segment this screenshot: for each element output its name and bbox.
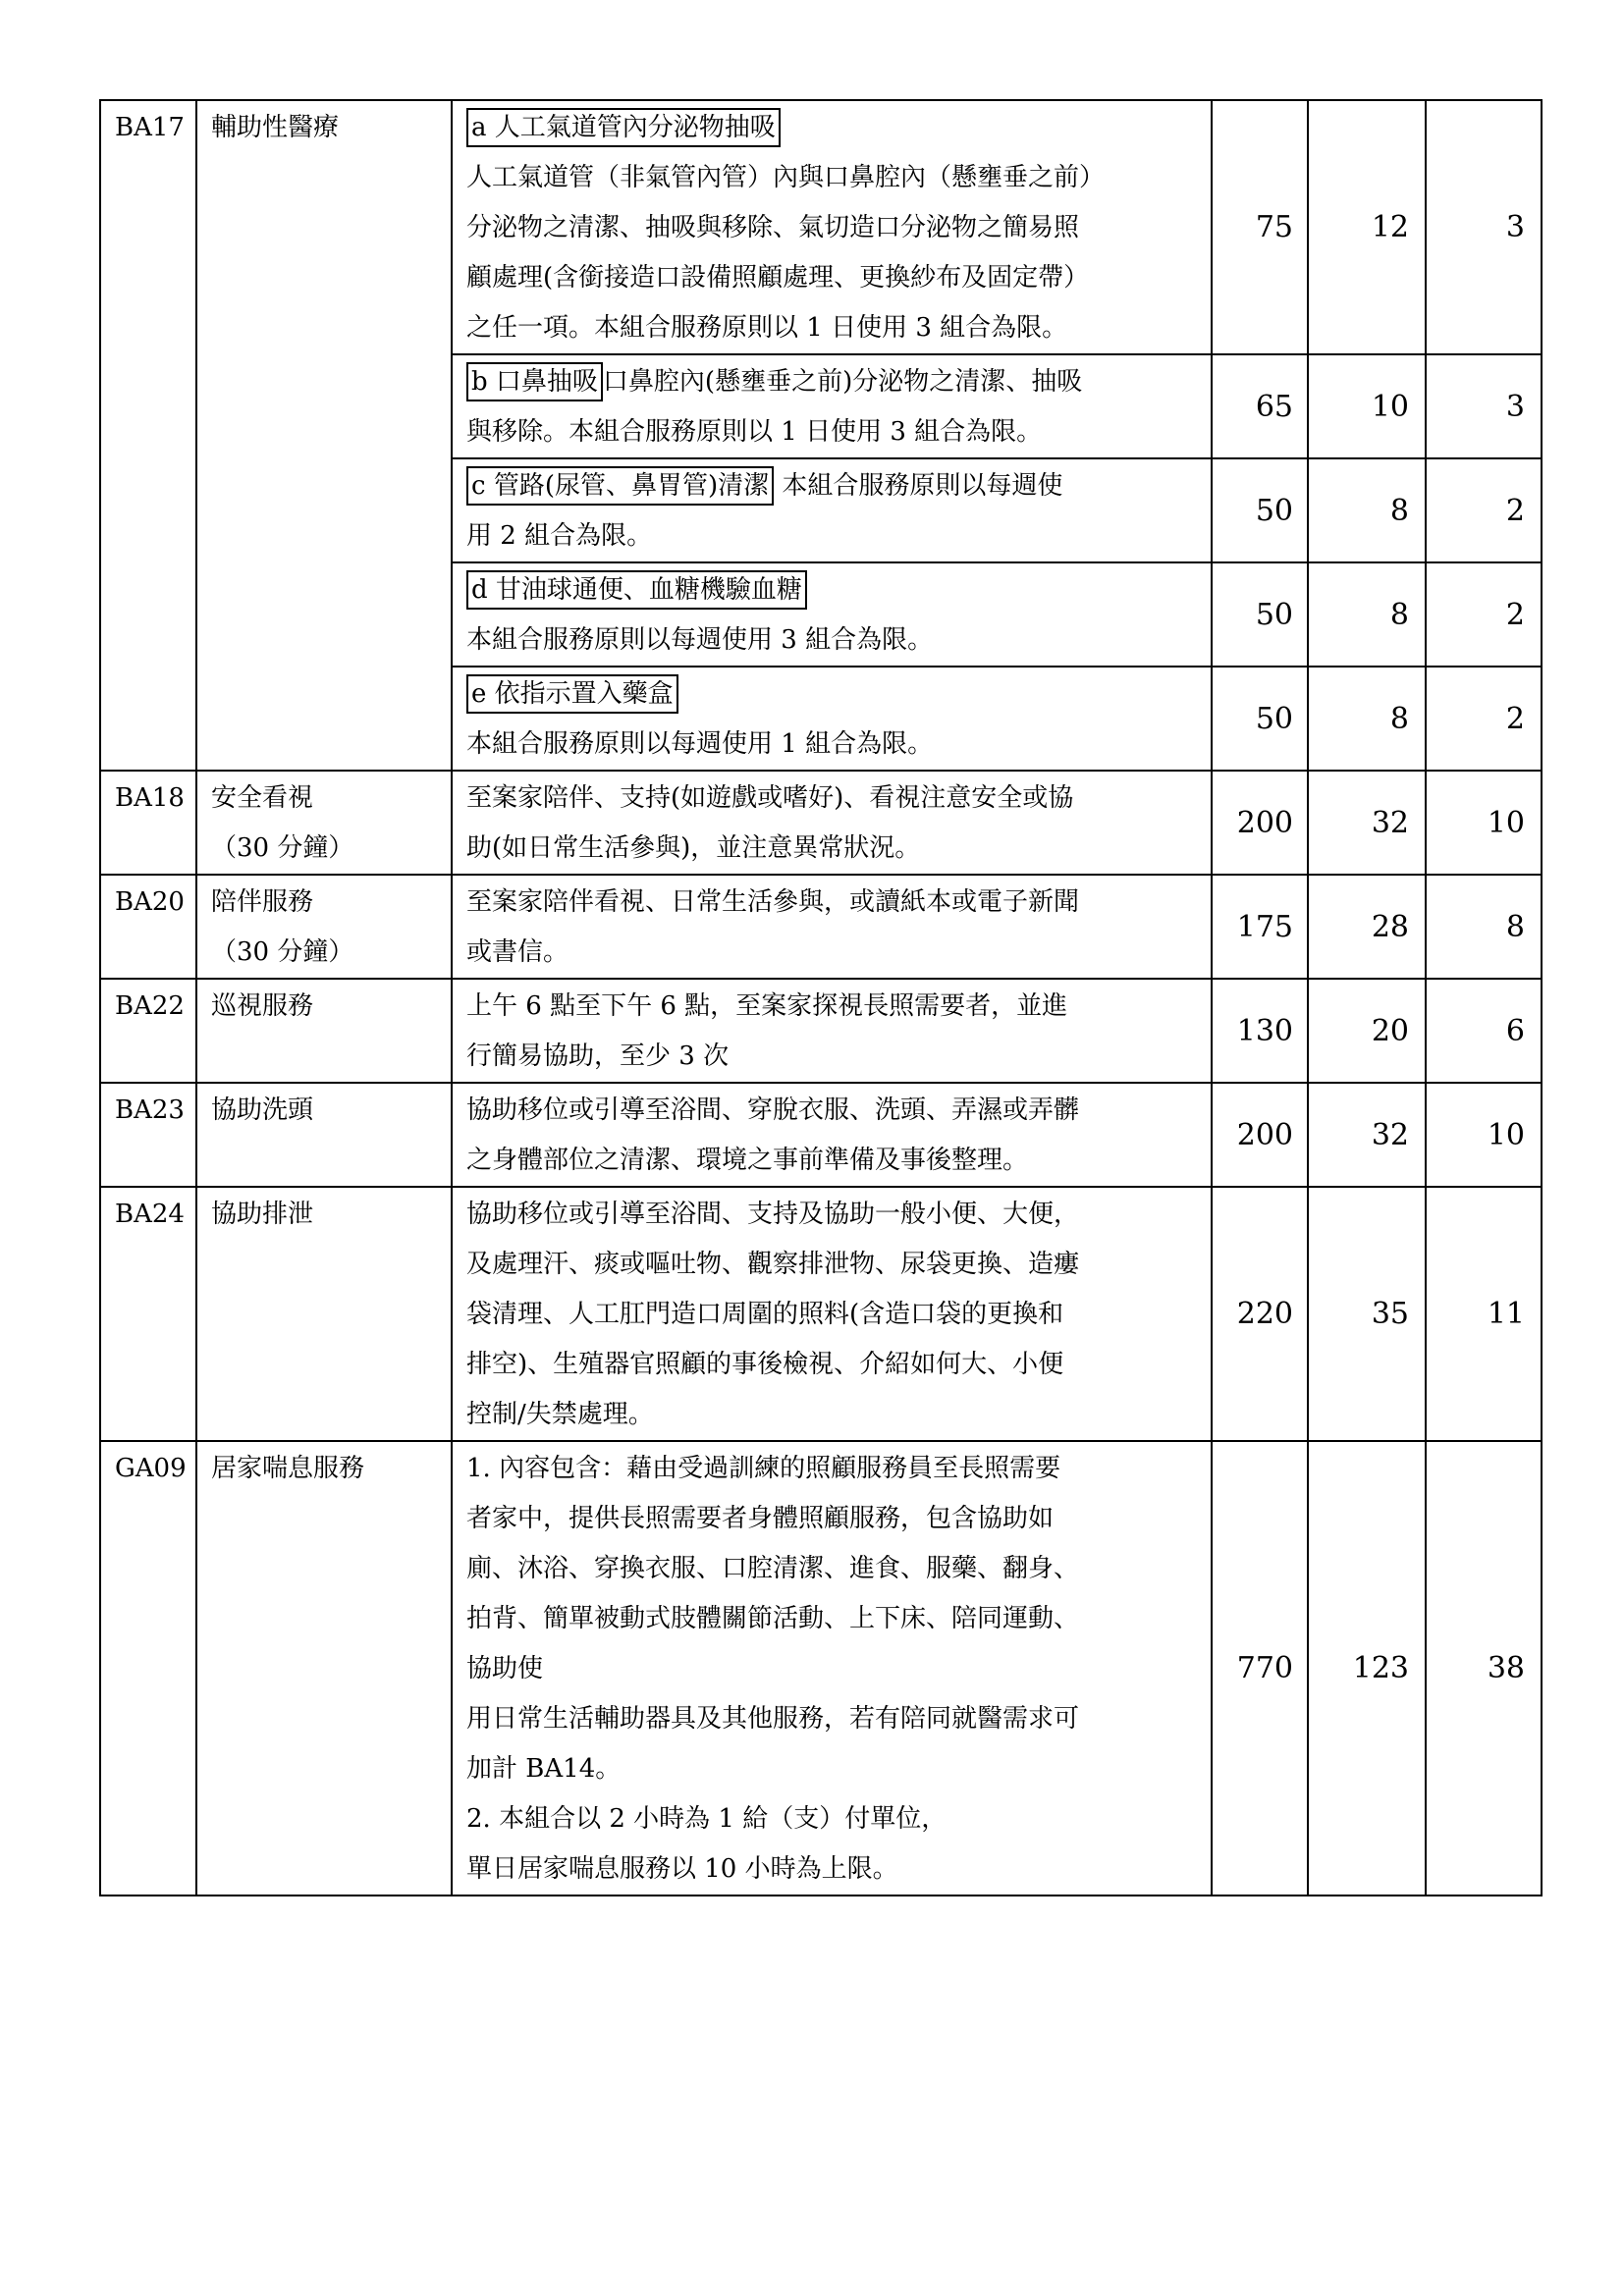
price-value: 130: [1212, 979, 1308, 1083]
price-value-3: 3: [1426, 100, 1542, 354]
subitem-title: e 依指示置入藥盒: [466, 674, 678, 714]
service-name: [196, 771, 452, 875]
price-value: 200: [1212, 771, 1308, 875]
price-value: 50: [1212, 667, 1308, 771]
price-value-3: 8: [1426, 875, 1542, 979]
service-code: BA17: [100, 100, 196, 771]
price-value-2: 32: [1308, 1083, 1426, 1187]
table-row: [100, 875, 1542, 979]
service-name: [196, 875, 452, 979]
desc-line: 用日常生活輔助器具及其他服務，若有陪同就醫需求可: [466, 1704, 1080, 1734]
price-value-3: 6: [1426, 979, 1542, 1083]
desc-line: 本組合服務原則以每週使用 1 組合為限。: [466, 729, 934, 759]
service-name: [196, 979, 452, 1083]
price-value: 220: [1212, 1187, 1308, 1441]
desc-line: 至案家陪伴、支持(如遊戲或嗜好)、看視注意安全或協: [466, 783, 1074, 813]
service-description: [452, 1441, 1212, 1896]
desc-line: 人工氣道管（非氣管內管）內與口鼻腔內（懸壅垂之前）: [466, 163, 1106, 192]
service-name-line: （30 分鐘）: [211, 937, 354, 967]
service-name-line: （30 分鐘）: [211, 833, 354, 863]
service-code: BA20: [100, 875, 196, 979]
price-value-3: 2: [1426, 562, 1542, 667]
desc-line: 1. 內容包含：藉由受過訓練的照顧服務員至長照需要: [466, 1454, 1061, 1483]
table-row: [100, 771, 1542, 875]
service-description: [452, 979, 1212, 1083]
desc-line: 之任一項。本組合服務原則以 1 日使用 3 組合為限。: [466, 313, 1068, 343]
service-name-line: 協助洗頭: [211, 1095, 314, 1125]
desc-line: 單日居家喘息服務以 10 小時為上限。: [466, 1854, 898, 1884]
subitem-title: d 甘油球通便、血糖機驗血糖: [466, 570, 807, 610]
service-code: BA22: [100, 979, 196, 1083]
service-name: [196, 1083, 452, 1187]
service-code: BA24: [100, 1187, 196, 1441]
desc-line: [466, 669, 1199, 720]
price-value: 50: [1212, 562, 1308, 667]
desc-line: 與移除。本組合服務原則以 1 日使用 3 組合為限。: [466, 417, 1043, 447]
service-name-line: 輔助性醫療: [211, 113, 340, 142]
price-value-3: 11: [1426, 1187, 1542, 1441]
desc-line: 廁、沐浴、穿換衣服、口腔清潔、進食、服藥、翻身、: [466, 1554, 1080, 1583]
desc-line: [466, 565, 1199, 615]
service-name: [196, 100, 452, 771]
service-name-line: 巡視服務: [211, 991, 314, 1021]
service-name-line: 陪伴服務: [211, 887, 314, 917]
service-name-line: 協助排泄: [211, 1200, 314, 1229]
service-description: [452, 458, 1212, 562]
service-description: [452, 354, 1212, 458]
table-row: [100, 979, 1542, 1083]
desc-line: 協助移位或引導至浴間、穿脫衣服、洗頭、弄濕或弄髒: [466, 1095, 1080, 1125]
desc-line: 排空)、生殖器官照顧的事後檢視、介紹如何大、小便: [466, 1350, 1064, 1379]
price-value-3: 10: [1426, 1083, 1542, 1187]
price-value: 770: [1212, 1441, 1308, 1896]
subitem-title: b 口鼻抽吸: [466, 362, 603, 401]
price-value-2: 32: [1308, 771, 1426, 875]
service-description: [452, 562, 1212, 667]
desc-line: 2. 本組合以 2 小時為 1 給（支）付單位，: [466, 1804, 947, 1834]
price-value-2: 8: [1308, 458, 1426, 562]
price-value-3: 38: [1426, 1441, 1542, 1896]
price-value: 200: [1212, 1083, 1308, 1187]
price-value-3: 2: [1426, 667, 1542, 771]
service-table: [99, 99, 1543, 1896]
subitem-inline-text: 本組合服務原則以每週使: [774, 471, 1063, 501]
price-value: 75: [1212, 100, 1308, 354]
subitem-title: c 管路(尿管、鼻胃管)清潔: [466, 466, 774, 506]
desc-line: 拍背、簡單被動式肢體關節活動、上下床、陪同運動、: [466, 1604, 1080, 1633]
service-description: [452, 875, 1212, 979]
price-value-2: 35: [1308, 1187, 1426, 1441]
table-row: [100, 100, 1542, 354]
service-description: [452, 1083, 1212, 1187]
price-value-2: 20: [1308, 979, 1426, 1083]
desc-line: [466, 357, 1199, 407]
desc-line: 助(如日常生活參與)，並注意異常狀況。: [466, 833, 921, 863]
service-name-line: 居家喘息服務: [211, 1454, 365, 1483]
desc-line: 或書信。: [466, 937, 569, 967]
desc-line: 上午 6 點至下午 6 點，至案家探視長照需要者，並進: [466, 991, 1068, 1021]
desc-line: 者家中，提供長照需要者身體照顧服務，包含協助如: [466, 1504, 1055, 1533]
service-name: [196, 1441, 452, 1896]
desc-line: 協助使: [466, 1654, 544, 1683]
price-value: 65: [1212, 354, 1308, 458]
price-value-2: 123: [1308, 1441, 1426, 1896]
subitem-title: a 人工氣道管內分泌物抽吸: [466, 108, 781, 147]
service-code: GA09: [100, 1441, 196, 1896]
desc-line: 之身體部位之清潔、環境之事前準備及事後整理。: [466, 1146, 1029, 1175]
price-value-3: 10: [1426, 771, 1542, 875]
price-value: 175: [1212, 875, 1308, 979]
desc-line: [466, 461, 1199, 511]
price-value-2: 8: [1308, 667, 1426, 771]
service-name: [196, 1187, 452, 1441]
price-value-3: 2: [1426, 458, 1542, 562]
desc-line: 及處理汗、痰或嘔吐物、觀察排泄物、尿袋更換、造瘻: [466, 1250, 1080, 1279]
desc-line: 本組合服務原則以每週使用 3 組合為限。: [466, 625, 934, 655]
price-value-3: 3: [1426, 354, 1542, 458]
desc-line: 至案家陪伴看視、日常生活參與，或讀紙本或電子新聞: [466, 887, 1080, 917]
desc-line: 加計 BA14。: [466, 1754, 622, 1784]
service-description: [452, 1187, 1212, 1441]
service-table-body: [100, 100, 1542, 1896]
table-row: [100, 1187, 1542, 1441]
price-value: 50: [1212, 458, 1308, 562]
desc-line: 袋清理、人工肛門造口周圍的照料(含造口袋的更換和: [466, 1300, 1064, 1329]
desc-line: 控制/失禁處理。: [466, 1400, 654, 1429]
price-value-2: 28: [1308, 875, 1426, 979]
service-name-line: 安全看視: [211, 783, 314, 813]
table-row: [100, 1441, 1542, 1896]
desc-line: 分泌物之清潔、抽吸與移除、氣切造口分泌物之簡易照: [466, 213, 1080, 242]
service-code: BA23: [100, 1083, 196, 1187]
service-description: [452, 667, 1212, 771]
price-value-2: 12: [1308, 100, 1426, 354]
desc-line: [466, 103, 1199, 153]
service-code: BA18: [100, 771, 196, 875]
service-description: [452, 100, 1212, 354]
service-description: [452, 771, 1212, 875]
table-row: [100, 1083, 1542, 1187]
desc-line: 協助移位或引導至浴間、支持及協助一般小便、大便，: [466, 1200, 1080, 1229]
desc-line: 顧處理(含銜接造口設備照顧處理、更換紗布及固定帶）: [466, 263, 1090, 293]
price-value-2: 8: [1308, 562, 1426, 667]
subitem-inline-text: 口鼻腔內(懸壅垂之前)分泌物之清潔、抽吸: [602, 367, 1083, 397]
desc-line: 用 2 組合為限。: [466, 521, 653, 551]
desc-line: 行簡易協助，至少 3 次: [466, 1041, 730, 1071]
price-value-2: 10: [1308, 354, 1426, 458]
